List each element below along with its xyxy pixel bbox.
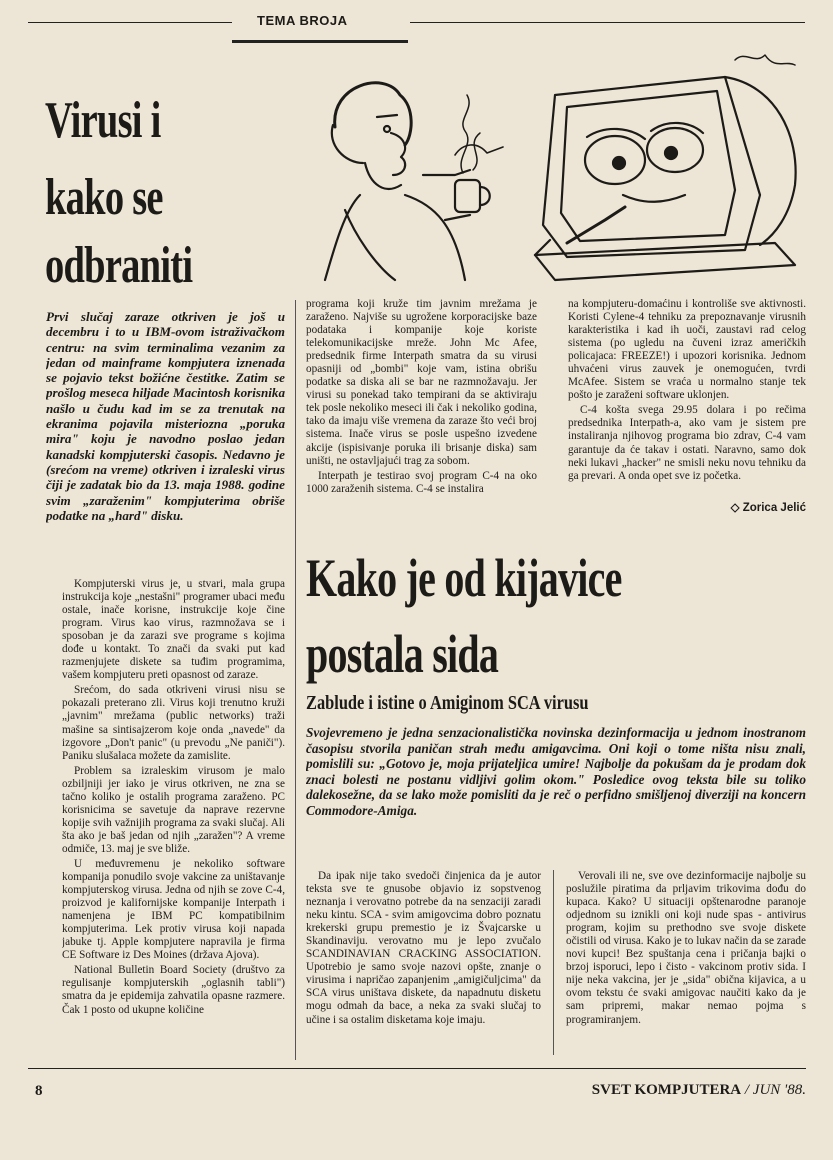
article2-title-line2: postala sida (306, 624, 499, 684)
article2-col2-paragraph: Verovali ili ne, sve ove dezinformacije najbolje su poslužile piratima da prljavim trikovima dođu do kupaca. Kako? U situaciji opštenarodne paranoje odjednom su iznikli oni koji nude spas - antivirus program, kojim su prethodno sve svoje diskete očistili od virusa. Kako je to lukav način da se zarade novi kupci! Bez spuštanja cena i pričanja bajki o brzoj isporuci, lepo i čisto - vakcinom protiv sida. I nije neka vakcina, jer je „sida" obična kijavica, a u ovom tekstu će svaki amigovac naučiti kako da je sam pripremi, makar nemao pojma s programiranjem. (566, 870, 806, 1026)
section-label-underline (232, 40, 408, 43)
header-rule-left (28, 22, 232, 23)
cartoon-illustration (305, 45, 805, 290)
footer-separator: / (744, 1082, 750, 1098)
article1-col1-paragraph: Problem sa izraleskim virusom je malo ozbiljniji jer iako je virus otkriven, ne zna se tačno koliko je ostalih programa zaraženo. PC korisnicima se savetuje da naprave rezervne kopije svih važnijih programa za svaki slučaj. Ali šta ako je baš jedan od njih „zaražen"? A vreme odmiče, 13. maj je sve bliže. (62, 764, 285, 855)
article2-column-2 (566, 870, 806, 1062)
article2-column-1 (306, 870, 541, 1055)
column-divider (295, 300, 296, 1060)
footer-rule (28, 1068, 806, 1069)
article1-col1-paragraph: National Bulletin Board Society (društvo za regulisanje kompjuterskih „oglasnih tabli") smatra da je epidemija zahvatila opasne razmere. Čak 1 posto od ukupne količine (62, 964, 285, 1016)
page-number: 8 (35, 1083, 43, 1099)
article1-col2-paragraph: Interpath je testirao svoj program C-4 na oko 1000 zaraženih sistema. C-4 se instalira (306, 469, 537, 495)
article2-subtitle: Zablude i istine o Amiginom SCA virusu (306, 692, 589, 714)
article2-lead: Svojevremeno je jedna senzacionalistička novinska dezinformacija u jednom inostranom časopisu stvorila paničan strah među amigavcima. Oni koji o tome ništa nisu znali, pomislili su: „Gotovo je, moja prijateljica umire! Najbolje da pokušam da je prodam dok znaci bolesti ne postanu vidljivi golim okom." Posledice ovog teksta bile su toliko dalekosežne, da se lako može pomisliti da je reč o perfidno smišljenoj diverziji na koncern Commodore-Amiga. (306, 725, 806, 818)
article1-lead: Prvi slučaj zaraze otkriven je još u decembru i to u IBM-ovom istraživačkom centru: na svim terminalima vezanim za jedan od mainframe kompjutera iznenada se pojavio tekst božićne čestitke. Zatim se prošlog meseca hiljade Macintosh korisnika našlo u čudu kad im se za trenutak na ekranima pojavila misteriozna „poruka mira" koju je navodno poslao jedan kanadski kompjuterski časopis. Nedavno je (srećom na vreme) otkriven i izraleski virus čiji je zadatak bio da 13. maja 1988. godine svim „zaraženim" kompjuterima obriše podatke na „hard" disku. (46, 309, 285, 523)
article1-title-line2: kako se (45, 169, 163, 226)
issue-date: JUN '88. (752, 1082, 806, 1098)
article1-col3-paragraph: C-4 košta svega 29.95 dolara i po rečima predsednika Interpath-a, ako vam je sistem pre instaliranja njihovog programa bio zdrav, C-4 vam garantuje da će takav i ostati. Naravno, samo dok neki lukavi „hacker" ne smisli neku novu tehniku da ga prevari. A onda opet sve iz početka. (568, 404, 806, 482)
article1-title-line1: Virusi i (45, 92, 161, 149)
article1-col3-paragraph: na kompjuteru-domaćinu i kontroliše sve aktivnosti. Koristi Cylene-4 tehniku za prepoznavanje virusnih karakteristika i kad ih uoči, zaustavi rad celog sistema (po ugledu na čuveni izraz američkih policajaca: FREEZE!) i upozori korisnika. Jednom uhvaćeni virus zauvek je onemogućen, tvrdi McAfee. Sistem se vraća u normalno stanje tek pošto je zaraženi software uklonjen. (568, 298, 806, 402)
article1-col1-paragraph: Kompjuterski virus je, u stvari, mala grupa instrukcija koje „nestašni" programer ubaci među ostale, inače korisne, instrukcije koje čine program. Virus kao virus, razmnožava se i sposoban je da zarazi sve programe s kojima dođe u kontakt. To znači da svaki put kad razmenjujete diskete sa tuđim programima, vašem kompjuteru preti opasnost od zaraze. (62, 578, 285, 682)
article1-author: ◇ Zorica Jelić (730, 502, 806, 514)
article2-col1-paragraph: Da ipak nije tako svedoči činjenica da je autor teksta sve te gnusobe objavio iz sopstvenog neznanja i verovatno potrebe da na senzaciji zaradi neku kintu. SCA - svim amigovcima dobro poznatu krekerski grupu premestio je iz Švajcarske u Skandinaviju. verovatno mu je lepo zvučalo SCANDINAVIAN CRACKING ASSOCIATION. Upotrebio je samo svoje nazovi opšte, znanje o virusima i napričao zapanjenim „amigičuljcima" da SCA virus uništava diskete, da napadnutu disketu mogu odmah da bace, a neka za svaki slučaj to učine i sa ostalim disketama koje imaju. (306, 870, 541, 1026)
article2-title-line1: Kako je od kijavice (306, 548, 622, 608)
magazine-name: SVET KOMPJUTERA (591, 1082, 742, 1098)
article1-col2-paragraph: programa koji kruže tim javnim mrežama je zaraženo. Najviše su ugrožene korporacijske baze podataka i kompanije koje koriste telekomunikacijske mreže. John Mc Afee, predsednik firme Interpath smatra da su virusi opasniji od „bombi" koje vam, istina obrišu podatke sa diska ali se bar ne razmnožavaju. Jer virusi su ponekad tako tempirani da se aktiviraju tek posle nekoliko meseci ili čak i nekoliko godina, tako da imaju više vremena da zaraze što veći broj sistema. Inače virus se posle uspešno izvedene akcije (ispisivanje poruka ili brisanje diska) sam uništi, ne ostavljajući trag za sobom. (306, 298, 537, 467)
article1-column-2 (306, 298, 537, 526)
article1-col1-paragraph: Srećom, do sada otkriveni virusi nisu se pokazali preterano zli. Virus koji trenutno kruži „javnim" mrežama (public networks) traži mašine sa sintisajzerom koje onda „navede" da izgovore „Don't panic" (u prevodu „Ne paniči"). Paniku slušalaca možete da zamislite. (62, 684, 285, 762)
article1-title-line3: odbraniti (45, 237, 193, 294)
footer-masthead (560, 1082, 806, 1099)
section-label: TEMA BROJA (257, 13, 348, 28)
header-rule-right (410, 22, 805, 23)
article1-col1-paragraph: U međuvremenu je nekoliko software kompanija ponudilo svoje vakcine za uništavanje kompjuterskog virusa. Jedna od njih se zove C-4, proizvod je kalifornijske kompanije Interpath i namenjena je IBM PC kompatibilnim kompjuterima. Lek protiv virusa koji napada jabuke tj. Apple kompjutere napravila je firma CE Software iz Des Moines (država Ajova). (62, 857, 285, 962)
column-divider (553, 870, 554, 1055)
article1-column-3 (568, 298, 806, 500)
article1-column-1 (62, 578, 285, 1057)
